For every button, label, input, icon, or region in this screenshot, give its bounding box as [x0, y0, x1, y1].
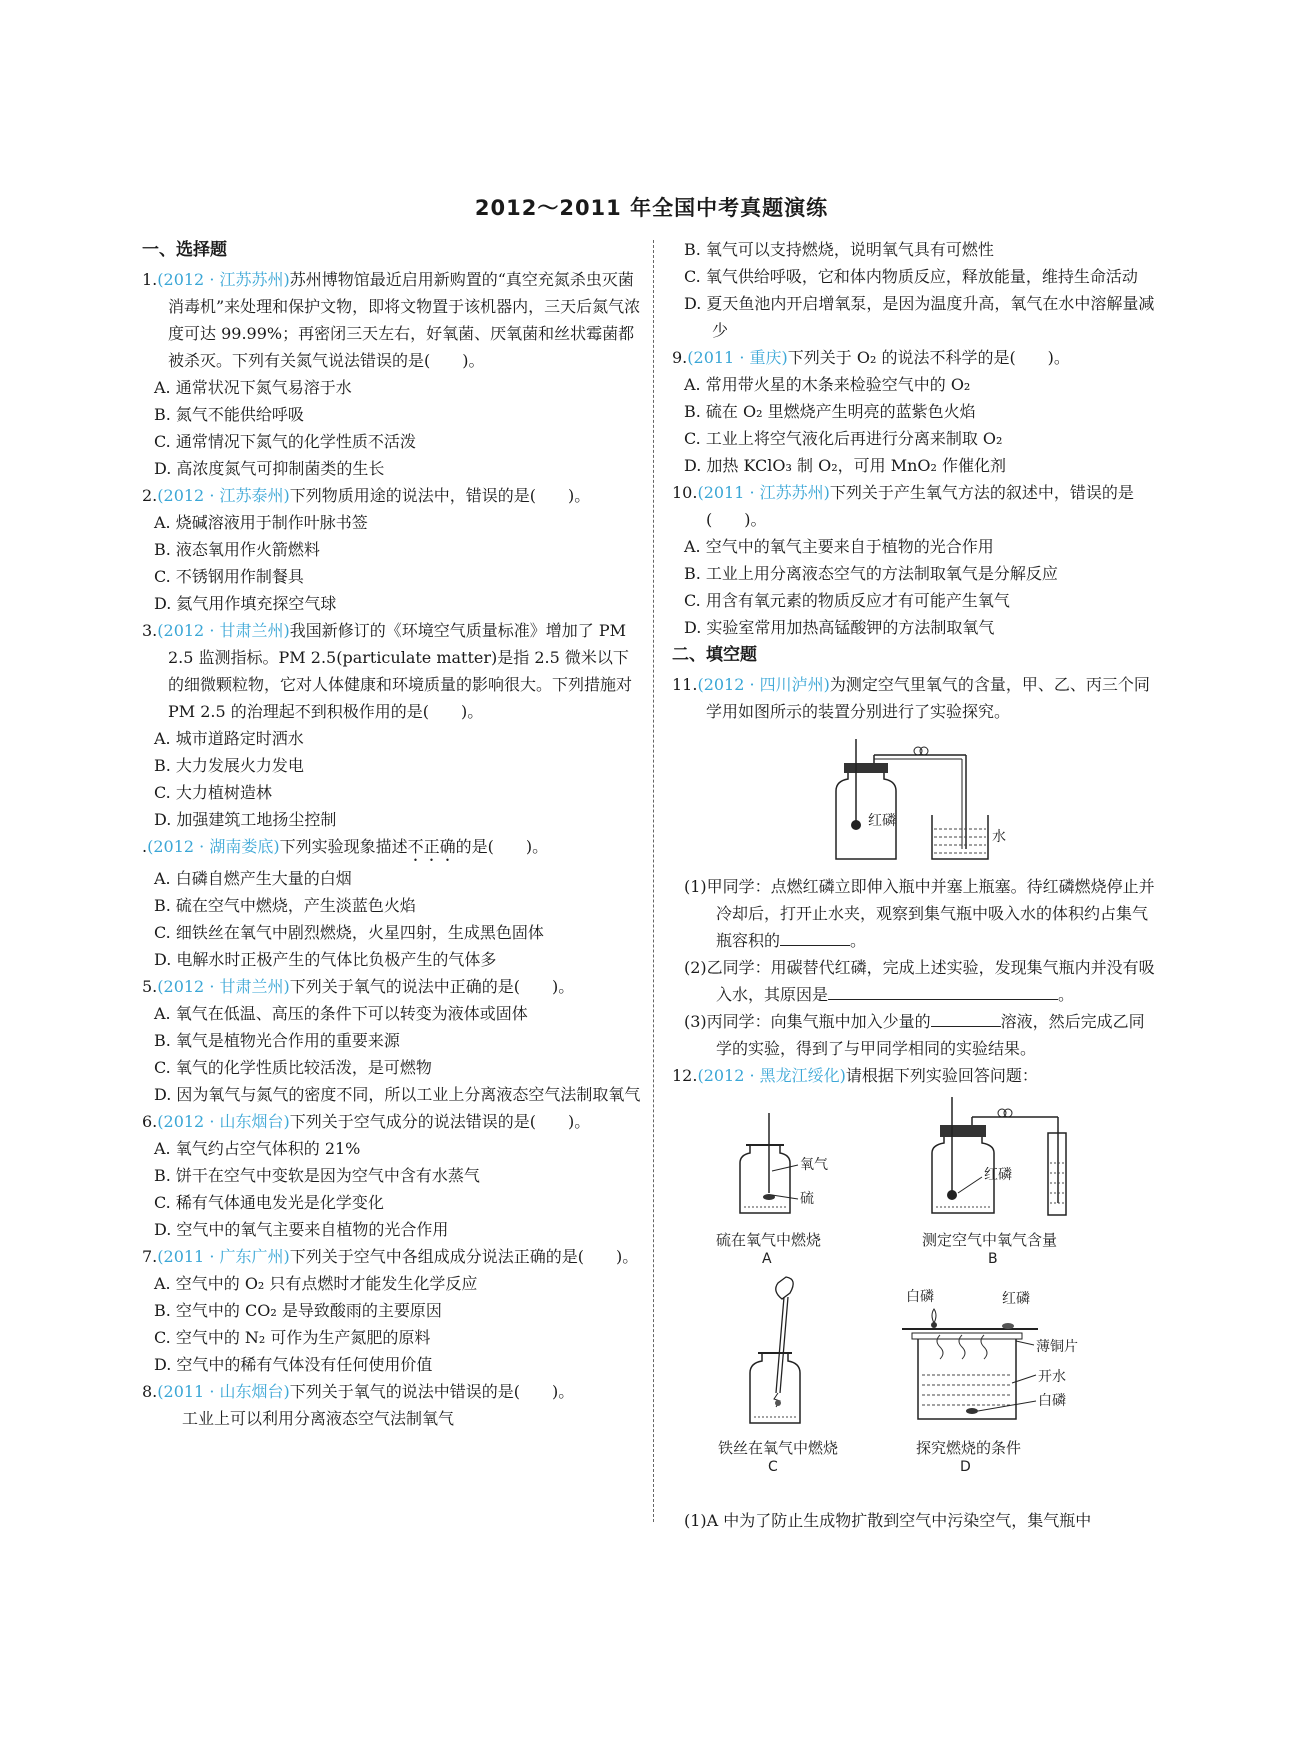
option-c: C. 氧气供给呼吸，它和体内物质反应，释放能量，维持生命活动	[684, 267, 1138, 286]
question-text: 下列物质用途的说法中，错误的是( )。	[289, 486, 591, 505]
question-number: 9.	[672, 348, 688, 367]
question-text: 下列关于产生氧气方法的叙述中，错误的是( )。	[706, 483, 1134, 529]
option-d: D. 因为氧气与氮气的密度不同，所以工业上分离液态空气法制取氧气	[154, 1085, 641, 1104]
option-b: B. 硫在空气中燃烧，产生淡蓝色火焰	[154, 896, 416, 915]
option-c: C. 大力植树造林	[154, 783, 272, 802]
question-stem	[142, 266, 642, 374]
answer-blank[interactable]	[828, 981, 1058, 1000]
question-text: 我国新修订的《环境空气质量标准》增加了 PM 2.5 监测指标。PM 2.5(particulate matter)是指 2.5 微米以下的细微颗粒物，它对人体健康和环境质量的影响很大。下列措施对 PM 2.5 的治理起不到积极作用的是( )。	[168, 621, 633, 721]
question-6	[142, 1108, 642, 1243]
figure-label: 氧气	[800, 1157, 828, 1173]
figure-letter: D	[960, 1459, 971, 1475]
figure-letter: C	[768, 1459, 778, 1475]
section-heading-fill: 二、填空题	[672, 645, 757, 665]
option-c: C. 细铁丝在氧气中剧烈燃烧，火星四射，生成黑色固体	[154, 923, 544, 942]
question-source: (2012 · 山东烟台)	[157, 1112, 290, 1131]
option-a: 工业上可以利用分离液态空气法制氧气	[182, 1409, 455, 1428]
question-5	[142, 973, 642, 1108]
question-number: 3.	[142, 621, 158, 640]
option-b: B. 氧气是植物光合作用的重要来源	[154, 1031, 400, 1050]
question-source: (2012 · 四川泸州)	[697, 675, 830, 694]
sub-question-1: (1)A 中为了防止生成物扩散到空气中污染空气，集气瓶中	[684, 1511, 1092, 1530]
question-stem	[672, 1062, 1160, 1089]
figure-a	[716, 1113, 828, 1267]
option-b: B. 液态氧用作火箭燃料	[154, 540, 320, 559]
option-d: D. 实验室常用加热高锰酸钾的方法制取氧气	[684, 618, 995, 637]
sub-question-1	[672, 873, 1160, 954]
question-text: 下列关于空气成分的说法错误的是( )。	[289, 1112, 591, 1131]
option-c: C. 用含有氧元素的物质反应才有可能产生氧气	[684, 591, 1010, 610]
figure-label: 硫	[800, 1191, 814, 1207]
question-source: (2012 · 黑龙江绥化)	[697, 1066, 846, 1085]
sub-question-text: (2)乙同学：用碳替代红磷，完成上述实验，发现集气瓶内并没有吸入水，其原因是	[684, 958, 1155, 1004]
question-source: (2012 · 甘肃兰州)	[157, 977, 290, 996]
question-source: (2011 · 重庆)	[687, 348, 788, 367]
figure-label: 红磷	[1002, 1291, 1030, 1307]
question-2	[142, 482, 642, 617]
question-text: 为测定空气里氧气的含量，甲、乙、丙三个同学用如图所示的装置分别进行了实验探究。	[706, 675, 1150, 721]
question-text: 下列实验现象描述	[279, 837, 408, 856]
question-stem	[142, 1243, 642, 1270]
figure-letter: B	[988, 1251, 998, 1267]
question-text: 下列关于氧气的说法中错误的是( )。	[289, 1382, 575, 1401]
question-stem	[142, 1378, 642, 1405]
option-c: C. 通常情况下氮气的化学性质不活泼	[154, 432, 416, 451]
option-a: A. 烧碱溶液用于制作叶脉书签	[154, 513, 368, 532]
question-number: 12.	[672, 1066, 698, 1085]
option-c: C. 工业上将空气液化后再进行分离来制取 O₂	[684, 429, 1003, 448]
sub-question-3	[672, 1008, 1160, 1062]
sub-question-text: 。	[850, 931, 867, 950]
left-column	[142, 236, 642, 1432]
figure-d	[902, 1288, 1078, 1475]
figure-label: 开水	[1038, 1369, 1066, 1385]
sub-question-text: (3)丙同学：向集气瓶中加入少量的	[684, 1012, 931, 1031]
option-c: C. 氧气的化学性质比较活泼，是可燃物	[154, 1058, 432, 1077]
question-number: 6.	[142, 1112, 158, 1131]
section-heading-choice: 一、选择题	[142, 240, 227, 260]
sub-question-text: 。	[1058, 985, 1075, 1004]
question-number: 10.	[672, 483, 698, 502]
figure-label: 薄铜片	[1036, 1339, 1078, 1355]
emphasis-text: 不正确	[407, 837, 456, 856]
question-number: 11.	[672, 675, 698, 694]
question-text: 的是( )。	[455, 837, 549, 856]
option-b: B. 工业上用分离液态空气的方法制取氧气是分解反应	[684, 564, 1058, 583]
question-stem	[672, 344, 1160, 371]
question-stem	[142, 973, 642, 1000]
option-c: C. 稀有气体通电发光是化学变化	[154, 1193, 384, 1212]
sub-question-2	[672, 954, 1160, 1008]
option-d: D. 夏天鱼池内开启增氧泵，是因为温度升高，氧气在水中溶解量减少	[684, 294, 1155, 340]
question-stem	[142, 833, 642, 865]
question-text: 下列关于空气中各组成成分说法正确的是( )。	[289, 1247, 639, 1266]
option-a: A. 氧气约占空气体积的 21%	[154, 1139, 361, 1158]
question-source: (2012 · 江苏苏州)	[157, 270, 290, 289]
question-9	[672, 344, 1160, 479]
question-12	[672, 1062, 1160, 1534]
question-stem	[142, 617, 642, 725]
question-source: (2011 · 江苏苏州)	[697, 483, 830, 502]
option-d: D. 加强建筑工地扬尘控制	[154, 810, 337, 829]
figure-caption: 硫在氧气中燃烧	[716, 1231, 822, 1249]
question-stem	[142, 482, 642, 509]
question-1	[142, 266, 642, 482]
option-c: C. 空气中的 N₂ 可作为生产氮肥的原料	[154, 1328, 431, 1347]
figure-b	[922, 1097, 1066, 1267]
page-title: 2012～2011 年全国中考真题演练	[474, 196, 829, 220]
question-4	[142, 833, 642, 973]
option-a: A. 白磷自燃产生大量的白烟	[154, 869, 352, 888]
experiments-figure	[672, 1093, 1160, 1503]
option-b: B. 大力发展火力发电	[154, 756, 304, 775]
question-number: 2.	[142, 486, 158, 505]
option-a: A. 通常状况下氮气易溶于水	[154, 378, 352, 397]
figure-label: 水	[992, 829, 1006, 845]
option-d: D. 空气中的氧气主要来自植物的光合作用	[154, 1220, 449, 1239]
option-a: A. 城市道路定时洒水	[154, 729, 304, 748]
question-3	[142, 617, 642, 833]
question-number: 7.	[142, 1247, 158, 1266]
figure-label: 红磷	[868, 813, 896, 829]
question-number: 1.	[142, 270, 158, 289]
figure-letter: A	[762, 1251, 772, 1267]
option-b: B. 饼干在空气中变软是因为空气中含有水蒸气	[154, 1166, 480, 1185]
figure-caption: 铁丝在氧气中燃烧	[718, 1439, 839, 1457]
option-b: B. 氮气不能供给呼吸	[154, 405, 304, 424]
figure-caption: 测定空气中氧气含量	[922, 1231, 1058, 1249]
sub-question-text: 溶液，然后完成乙同学的实验，得到了与甲同学相同的实验结果。	[716, 1012, 1145, 1058]
question-10	[672, 479, 1160, 641]
option-a: A. 空气中的氧气主要来自于植物的光合作用	[684, 537, 994, 556]
question-source: (2011 · 山东烟台)	[157, 1382, 290, 1401]
question-number: .	[142, 837, 148, 856]
oxygen-measurement-apparatus-figure	[796, 729, 1036, 869]
question-stem	[672, 479, 1160, 533]
figure-caption: 探究燃烧的条件	[916, 1439, 1022, 1457]
sub-question-text: (1)甲同学：点燃红磷立即伸入瓶中并塞上瓶塞。待红磷燃烧停止并冷却后，打开止水夹，观察到集气瓶中吸入水的体积约占集气瓶容积的	[684, 877, 1155, 950]
question-text: 苏州博物馆最近启用新购置的“真空充氮杀虫灭菌消毒机”来处理和保护文物，即将文物置于该机器内，三天后氮气浓度可达 99.99%；再密闭三天左右，好氧菌、厌氧菌和丝状霉菌都被杀灭。下列有关氮气说法错误的是( )。	[168, 270, 641, 370]
option-d: D. 高浓度氮气可抑制菌类的生长	[154, 459, 385, 478]
question-text: 请根据下列实验回答问题：	[845, 1066, 1038, 1085]
question-source: (2011 · 广东广州)	[157, 1247, 290, 1266]
answer-blank[interactable]	[931, 1008, 1001, 1027]
option-d: D. 氦气用作填充探空气球	[154, 594, 337, 613]
question-stem	[142, 1108, 642, 1135]
option-b: B. 空气中的 CO₂ 是导致酸雨的主要原因	[154, 1301, 442, 1320]
option-b: B. 硫在 O₂ 里燃烧产生明亮的蓝紫色火焰	[684, 402, 976, 421]
question-8	[142, 1378, 642, 1432]
option-a: A. 空气中的 O₂ 只有点燃时才能发生化学反应	[154, 1274, 478, 1293]
option-d: D. 加热 KClO₃ 制 O₂，可用 MnO₂ 作催化剂	[684, 456, 1007, 475]
option-a: A. 氧气在低温、高压的条件下可以转变为液体或固体	[154, 1004, 528, 1023]
figure-label: 白磷	[1038, 1393, 1066, 1409]
question-number: 8.	[142, 1382, 158, 1401]
figure-label: 白磷	[906, 1289, 934, 1305]
option-a: A. 常用带火星的木条来检验空气中的 O₂	[684, 375, 971, 394]
question-stem	[672, 671, 1160, 725]
option-b: B. 氧气可以支持燃烧，说明氧气具有可燃性	[684, 240, 994, 259]
question-text: 下列关于氧气的说法中正确的是( )。	[289, 977, 575, 996]
question-source: (2012 · 甘肃兰州)	[157, 621, 290, 640]
figure-label: 红磷	[984, 1167, 1012, 1183]
question-number: 5.	[142, 977, 158, 996]
question-7	[142, 1243, 642, 1378]
option-d: D. 空气中的稀有气体没有任何使用价值	[154, 1355, 433, 1374]
figure-c	[718, 1277, 838, 1475]
right-column	[672, 236, 1160, 1534]
question-text: 下列关于 O₂ 的说法不科学的是( )。	[787, 348, 1070, 367]
question-source: (2012 · 湖南娄底)	[147, 837, 280, 856]
question-11	[672, 671, 1160, 1062]
column-divider	[653, 240, 654, 1522]
option-c: C. 不锈钢用作制餐具	[154, 567, 304, 586]
question-source: (2012 · 江苏泰州)	[157, 486, 290, 505]
option-d: D. 电解水时正极产生的气体比负极产生的气体多	[154, 950, 497, 969]
answer-blank[interactable]	[780, 927, 850, 946]
